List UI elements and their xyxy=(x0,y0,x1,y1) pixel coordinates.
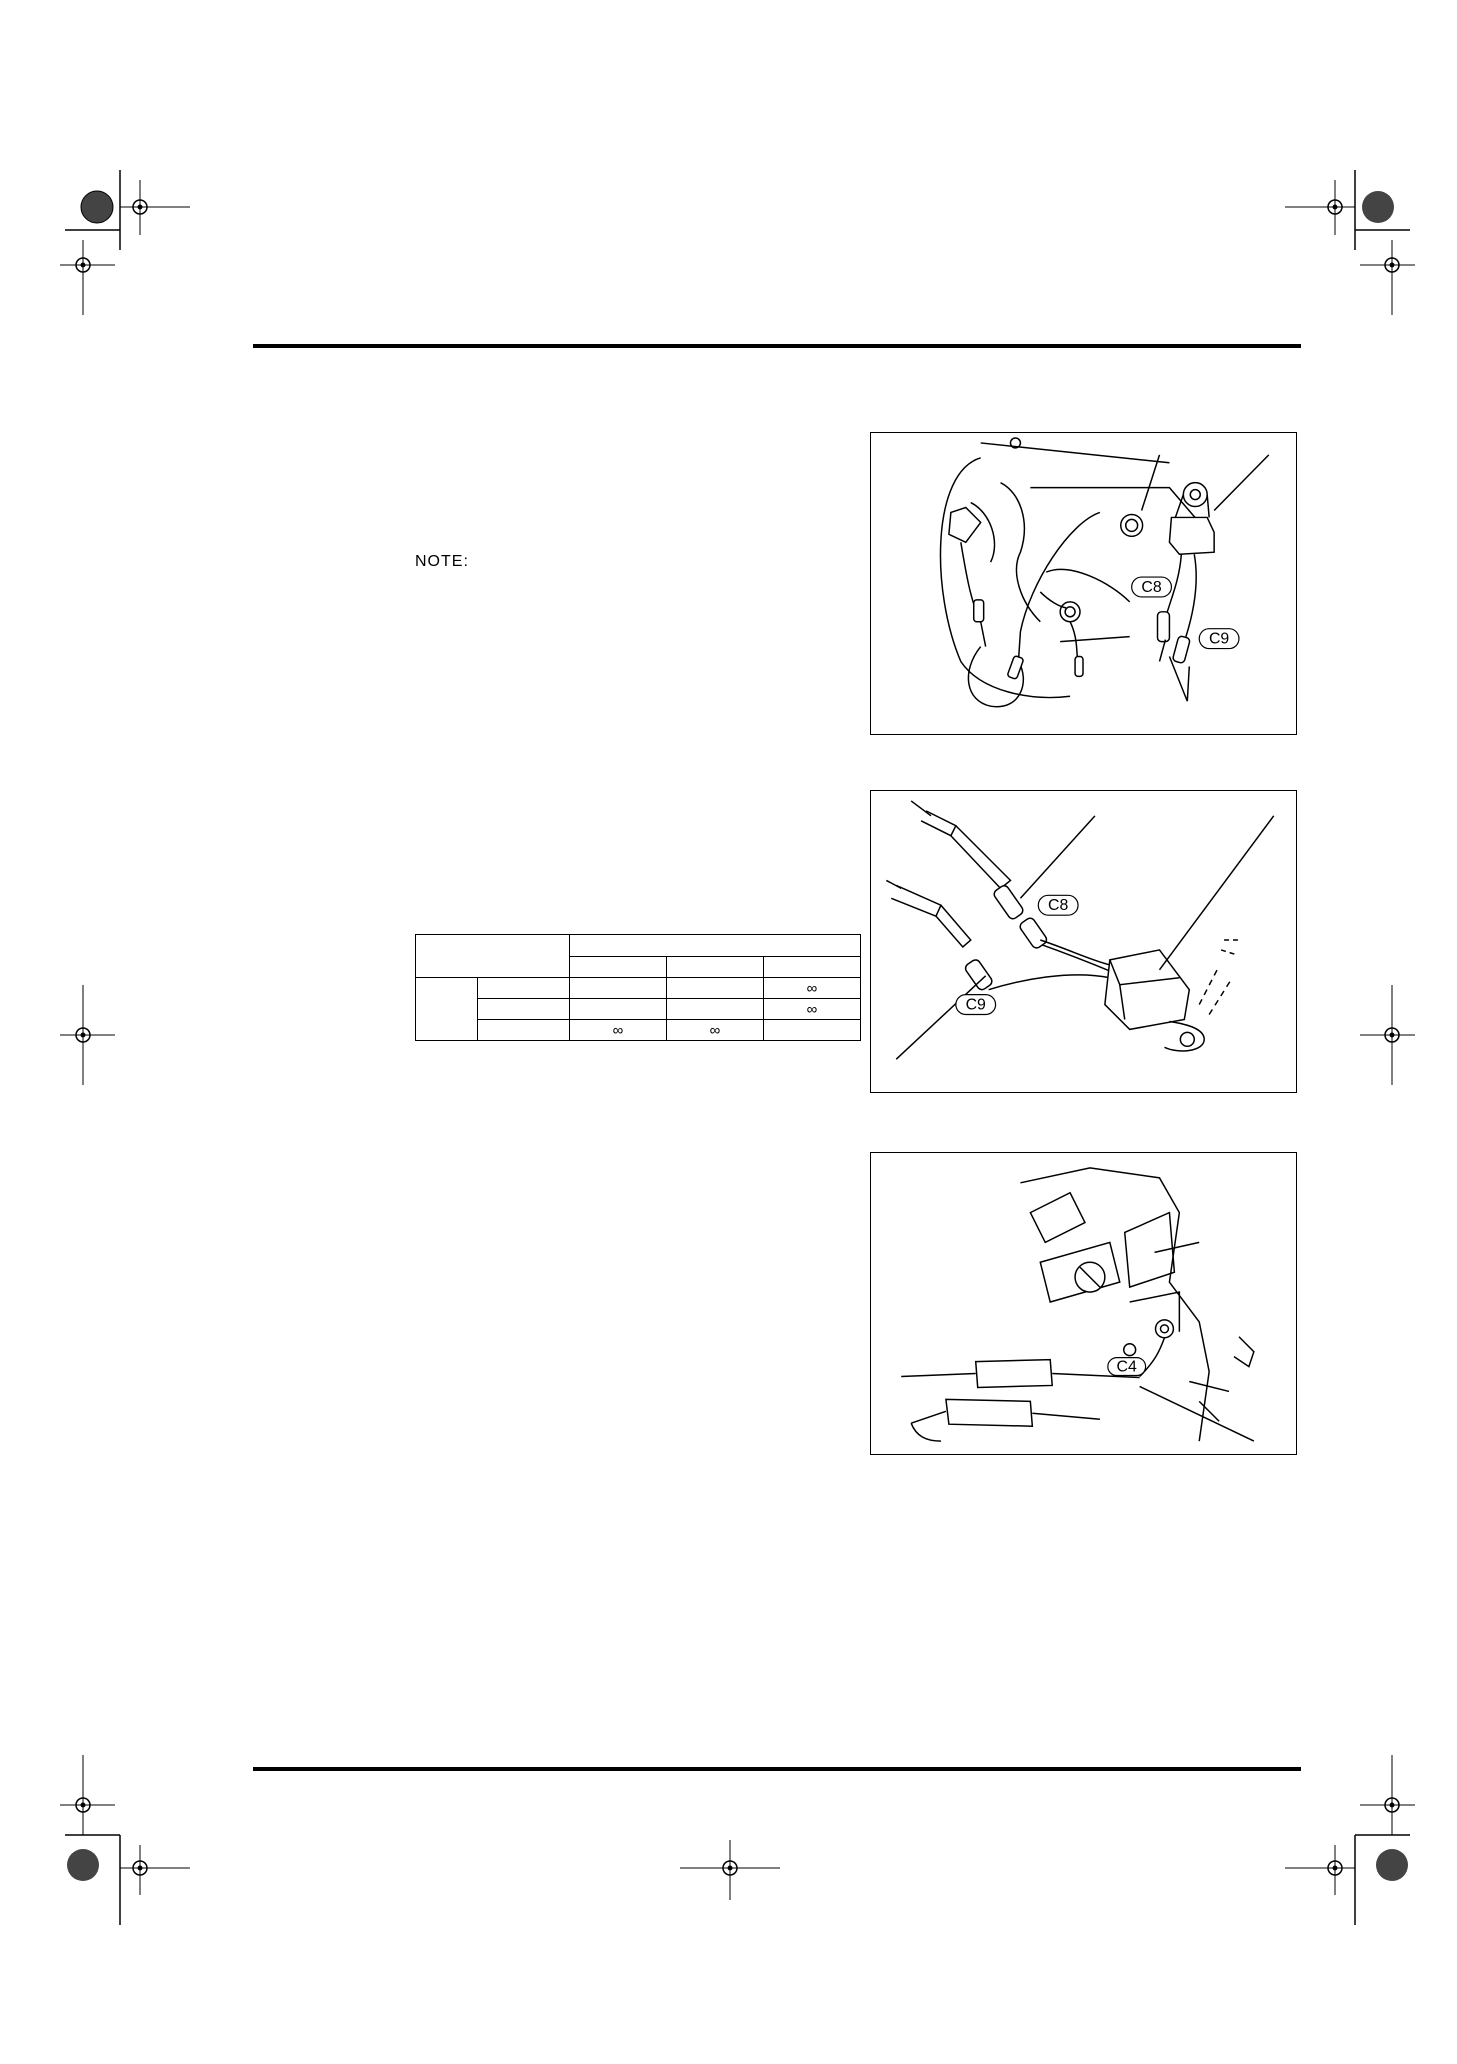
table-cell xyxy=(570,999,667,1020)
table-row-header-cell xyxy=(478,978,570,999)
registration-mark-top-left xyxy=(60,170,200,320)
registration-mark-top-right xyxy=(1275,170,1415,320)
table-subheader-cell xyxy=(667,956,764,978)
table-group-cell xyxy=(416,978,478,1041)
table-cell xyxy=(667,999,764,1020)
table-cell: ∞ xyxy=(570,1020,667,1041)
table-row xyxy=(416,978,861,999)
table-row xyxy=(416,1020,861,1041)
module-test-illustration xyxy=(871,791,1296,1092)
footer-rule xyxy=(253,1767,1301,1771)
callout-c9 xyxy=(956,995,996,1015)
registration-mark-mid-left xyxy=(60,985,120,1085)
table-subheader-cell xyxy=(570,956,667,978)
callout-c8-label: C8 xyxy=(1141,578,1162,596)
figure-ignition-module-test xyxy=(870,790,1297,1093)
figure-ignition-module-installed xyxy=(870,432,1297,735)
resistance-table xyxy=(415,934,861,1041)
table-header-cell xyxy=(570,935,861,957)
table-cell xyxy=(570,978,667,999)
table-cell xyxy=(764,1020,861,1041)
table-corner-cell xyxy=(416,935,570,978)
registration-mark-bottom-right xyxy=(1275,1755,1415,1925)
table-row-header-cell xyxy=(478,999,570,1020)
table-subheader-cell xyxy=(764,956,861,978)
table-cell: ∞ xyxy=(667,1020,764,1041)
registration-mark-mid-right xyxy=(1355,985,1415,1085)
stop-terminal-illustration xyxy=(871,1153,1296,1454)
callout-c8 xyxy=(1132,577,1172,597)
callout-c4-label: C4 xyxy=(1116,1358,1137,1376)
callout-c4 xyxy=(1108,1358,1146,1376)
note-label: NOTE: xyxy=(415,553,469,570)
header-rule xyxy=(253,344,1301,348)
table-cell: ∞ xyxy=(764,999,861,1020)
table-cell: ∞ xyxy=(764,978,861,999)
engine-illustration xyxy=(871,433,1296,734)
callout-c9-label: C9 xyxy=(965,996,986,1014)
table-cell xyxy=(667,978,764,999)
figure-stop-terminal-test xyxy=(870,1152,1297,1455)
table-row-header-cell xyxy=(478,1020,570,1041)
table-row xyxy=(416,999,861,1020)
registration-mark-bottom-center xyxy=(680,1840,780,1930)
callout-c8-label: C8 xyxy=(1048,897,1069,915)
callout-c9-label: C9 xyxy=(1208,630,1230,648)
callout-c8 xyxy=(1038,895,1078,915)
table-header-row xyxy=(416,935,861,957)
registration-mark-bottom-left xyxy=(60,1755,200,1925)
callout-c9 xyxy=(1199,629,1239,649)
